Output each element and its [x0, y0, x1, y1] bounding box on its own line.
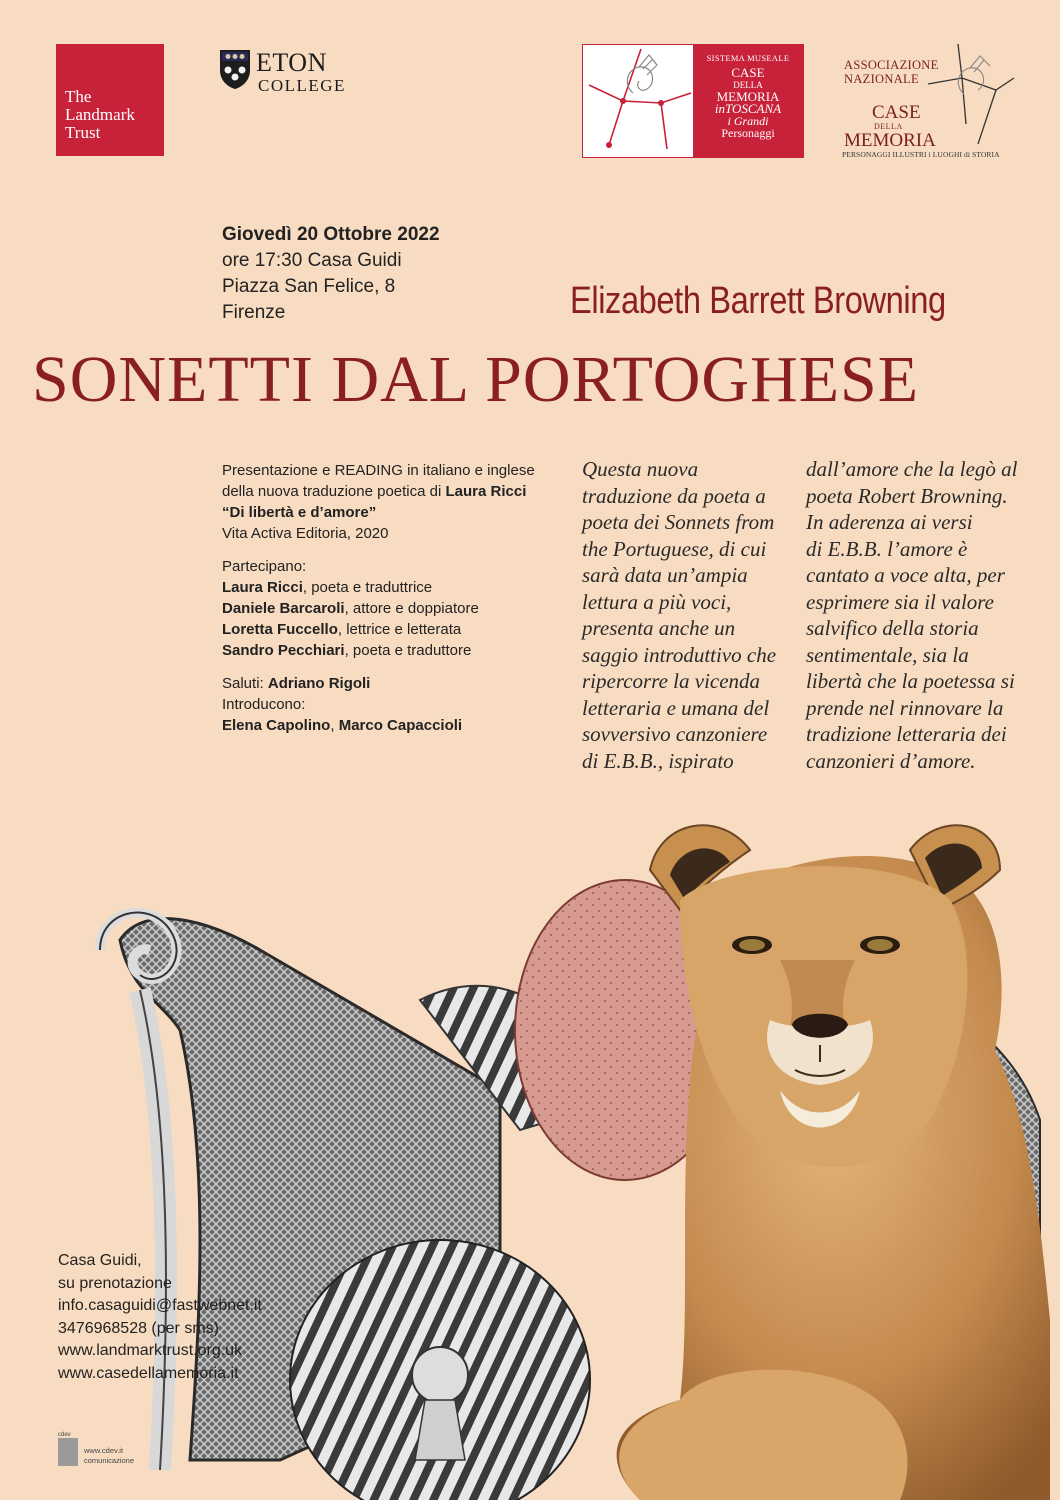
lioness — [617, 825, 1050, 1500]
description-line: letteraria e umana del — [582, 695, 770, 720]
book-title: “Di libertà e d’amore” — [222, 504, 377, 521]
description-line: prende nel rinnovare la — [806, 695, 1004, 720]
assoc-case: CASE — [872, 102, 921, 123]
striped-bolster — [290, 1240, 590, 1500]
participant-role: , poeta e traduttore — [344, 642, 472, 659]
description-line: sovversivo canzoniere — [582, 722, 768, 746]
event-address: Piazza San Felice, 8 — [222, 276, 396, 297]
event-date: Giovedì 20 Ottobre 2022 — [222, 224, 440, 245]
eton-logo-name: ETON — [256, 48, 327, 77]
assoc-tagline: PERSONAGGI ILLUSTRI i LUOGHI di STORIA — [842, 150, 1000, 159]
designer-credit — [58, 1432, 178, 1472]
contact-website-casedellamemoria[interactable]: www.casedellamemoria.it — [58, 1364, 239, 1382]
associazione-logo[interactable] — [832, 44, 1022, 164]
event-city: Firenze — [222, 302, 286, 323]
sistema-personaggi: Personaggi — [721, 126, 775, 140]
participant-name: Loretta Fuccello — [222, 621, 338, 638]
sistema-museale-logo[interactable] — [582, 44, 804, 158]
event-details — [222, 460, 562, 736]
participant-role: , lettrice e letterata — [337, 621, 462, 638]
sistema-memoria: MEMORIA — [716, 89, 780, 104]
book-title-line — [222, 502, 562, 523]
sistema-igrandi: i Grandi — [727, 114, 769, 128]
landmark-trust-logo[interactable] — [56, 44, 164, 156]
sistema-della: DELLA — [733, 80, 763, 90]
introducer-name: Elena Capolino — [222, 717, 331, 734]
participant — [222, 598, 562, 619]
publisher: Vita Activa Editoria, 2020 — [222, 525, 389, 542]
landmark-logo-line: Landmark — [65, 105, 135, 124]
landmark-logo-line: The — [65, 87, 92, 106]
participant-name: Sandro Pecchiari — [222, 642, 345, 659]
contact-info — [58, 1250, 262, 1385]
eton-logo-sub: COLLEGE — [258, 76, 346, 95]
landmark-logo-line: Trust — [65, 123, 101, 142]
description-line: saggio introduttivo che — [582, 642, 777, 667]
sistema-red-panel — [693, 45, 803, 157]
description-line: lettura a più voci, — [582, 589, 732, 614]
description-line: ripercorre la vicenda — [582, 669, 761, 693]
greetings — [222, 673, 562, 694]
participants-label: Partecipano: — [222, 558, 307, 575]
description-line: cantato a voce alta, per — [806, 563, 1005, 587]
description-line: Questa nuova — [582, 457, 699, 481]
contact-email[interactable]: info.casaguidi@fastwebnet.it — [58, 1297, 262, 1314]
description-line: esprimere sia il valore — [806, 589, 994, 614]
assoc-line1: ASSOCIAZIONE — [844, 58, 939, 72]
description-line: the Portuguese, di cui — [582, 536, 767, 561]
description-line: dall’amore che la legò al — [806, 457, 1018, 481]
eton-shield-icon — [218, 48, 252, 90]
sistema-network-icon — [583, 45, 695, 157]
participant — [222, 577, 562, 598]
description-line: sarà data un’ampia — [582, 563, 748, 587]
sistema-top-label: SISTEMA MUSEALE — [706, 53, 790, 63]
description-line: poeta Robert Browning. — [806, 483, 1008, 508]
landmark-logo-text — [65, 88, 135, 142]
event-time-place: ore 17:30 Casa Guidi — [222, 250, 402, 271]
participant-role: , poeta e traduttrice — [302, 579, 433, 596]
translation-prefix: della nuova traduzione poetica di — [222, 483, 446, 500]
description-line: di E.B.B., ispirato — [582, 748, 734, 773]
introducer-name: Marco Capaccioli — [338, 717, 463, 734]
description-column-2 — [806, 456, 1026, 774]
introduce-label: Introducono: — [222, 696, 306, 713]
details-translation — [222, 481, 562, 502]
author-name: Elizabeth Barrett Browning — [570, 280, 946, 322]
contact-venue: Casa Guidi, — [58, 1252, 142, 1269]
description-line: canzonieri d’amore. — [806, 748, 976, 773]
description-line: poeta dei Sonnets from — [582, 510, 775, 534]
event-info — [222, 222, 440, 326]
credit-url[interactable]: www.cdev.it — [84, 1446, 124, 1455]
participant — [222, 619, 562, 640]
participant-role: , attore e doppiatore — [344, 600, 479, 617]
translator-name: Laura Ricci — [445, 483, 527, 500]
cdev-logo-text: cdev — [58, 1432, 71, 1438]
sistema-case: CASE — [731, 65, 765, 80]
description-line: di E.B.B. l’amore è — [806, 536, 968, 561]
credit-label: comunicazione — [84, 1456, 135, 1465]
assoc-line2: NAZIONALE — [844, 72, 919, 86]
contact-booking: su prenotazione — [58, 1274, 172, 1292]
description-line: tradizione letteraria dei — [806, 722, 1007, 746]
assoc-memoria: MEMORIA — [844, 130, 936, 151]
assoc-della: DELLA — [874, 122, 903, 131]
participant-name: Daniele Barcaroli — [222, 600, 345, 617]
cdev-logo-square — [58, 1438, 78, 1466]
eton-college-logo[interactable] — [218, 48, 378, 108]
greetings-label: Saluti: — [222, 675, 268, 692]
details-intro: Presentazione e READING in italiano e inglese — [222, 462, 535, 479]
introducers — [222, 715, 562, 736]
description-line: In aderenza ai versi — [806, 510, 973, 534]
introducer-sep: , — [330, 717, 339, 734]
greetings-name: Adriano Rigoli — [267, 675, 371, 692]
description-column-1 — [582, 456, 792, 774]
contact-phone[interactable]: 3476968528 (per sms) — [58, 1319, 219, 1337]
description-line: sentimentale, sia la — [806, 642, 969, 667]
participant-name: Laura Ricci — [222, 579, 303, 596]
description-line: traduzione da poeta a — [582, 483, 766, 508]
description-line: salvifico della storia — [806, 616, 979, 640]
lioness-chaise-illustration — [80, 800, 1060, 1500]
page-title: SONETTI DAL PORTOGHESE — [32, 343, 920, 416]
description-line: libertà che la poetessa si — [806, 669, 1015, 693]
contact-website-landmark[interactable]: www.landmarktrust.org.uk — [58, 1342, 243, 1359]
sistema-toscana: inTOSCANA — [714, 101, 782, 116]
participant — [222, 640, 562, 661]
description-line: presenta anche un — [582, 616, 736, 640]
